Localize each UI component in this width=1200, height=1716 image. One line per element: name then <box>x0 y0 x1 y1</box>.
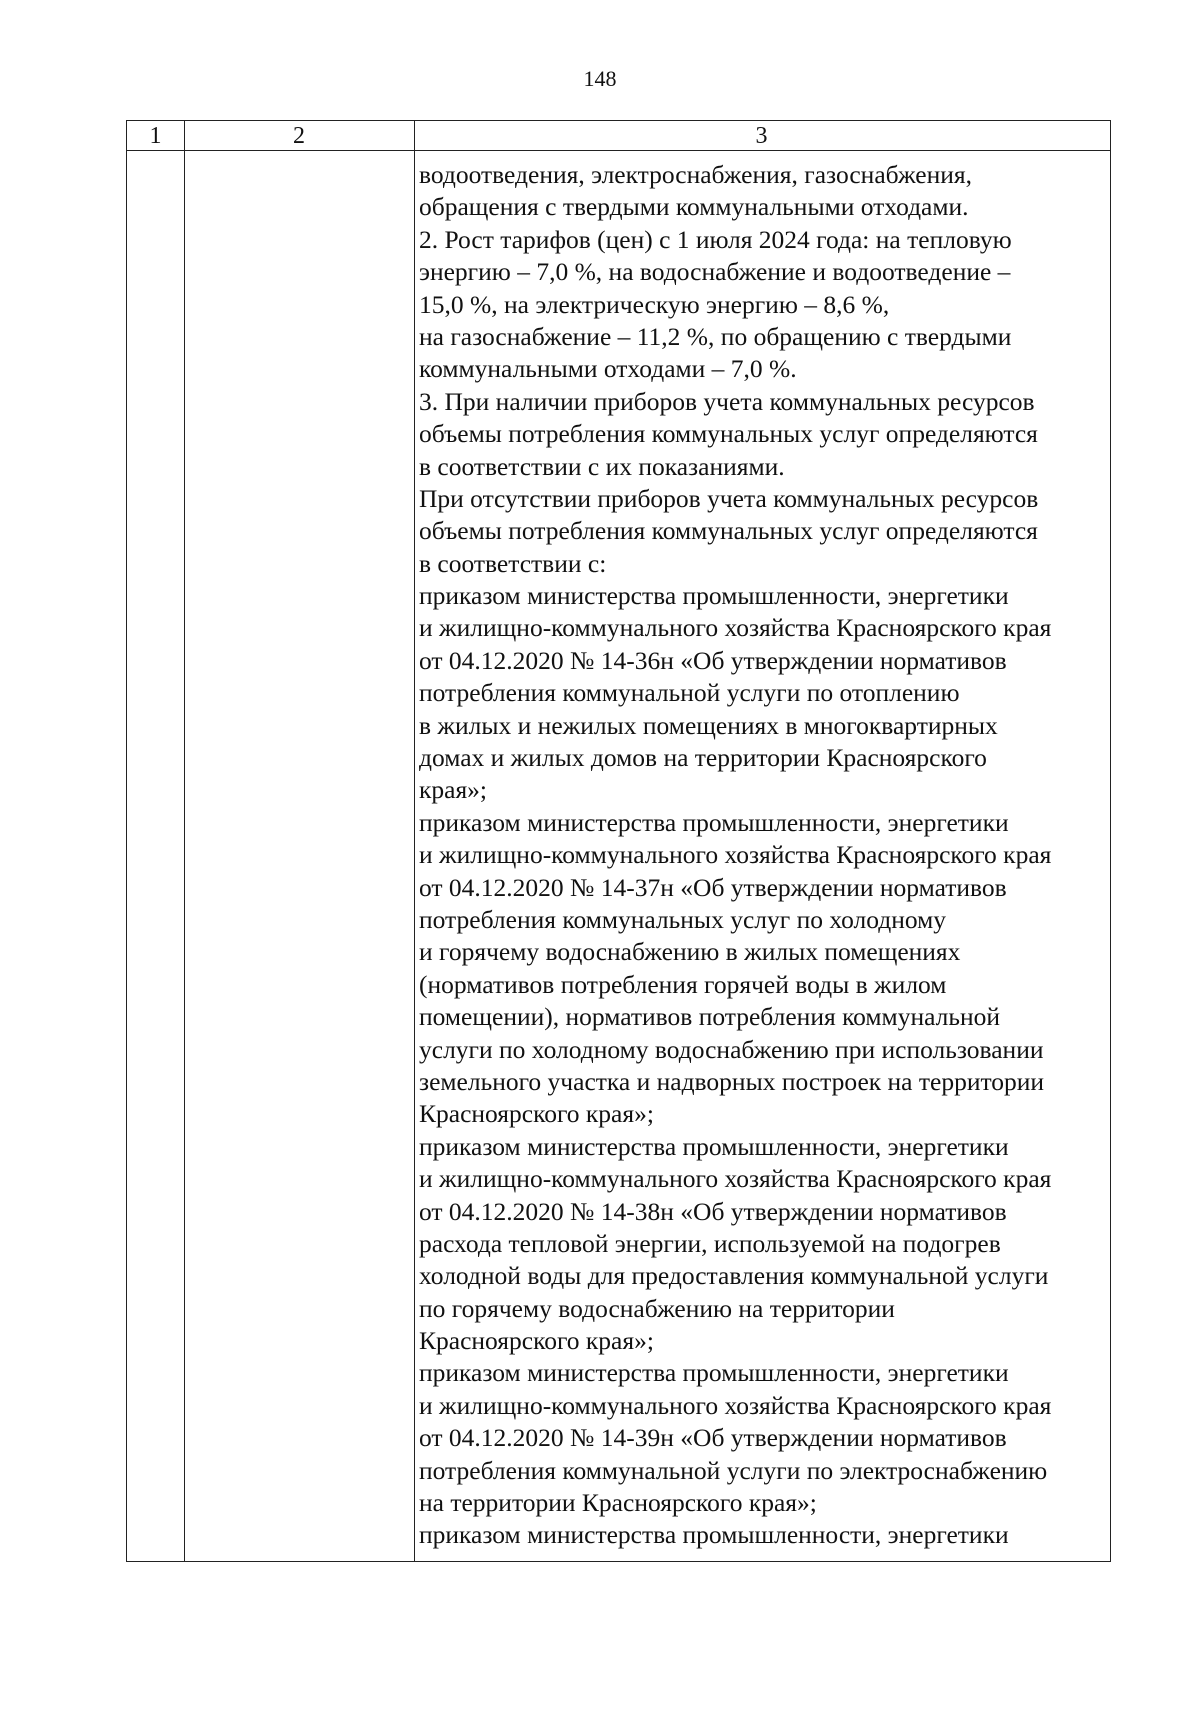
text-line: Красноярского края»; <box>419 1099 654 1129</box>
text-line: и горячему водоснабжению в жилых помещениях <box>419 937 961 967</box>
text-line: в соответствии с: <box>419 548 607 578</box>
column-divider-1 <box>184 121 185 1561</box>
text-line: на газоснабжение – 11,2 %, по обращению с твердыми <box>419 321 1012 351</box>
page-number: 148 <box>583 66 617 91</box>
text-line: (нормативов потребления горячей воды в жилом <box>419 969 947 999</box>
text-line: потребления коммунальных услуг по холодному <box>419 904 947 934</box>
text-line: холодной воды для предоставления коммунальной услуги <box>419 1261 1049 1291</box>
text-line: и жилищно-коммунального хозяйства Красноярского края <box>419 1164 1052 1194</box>
text-line: от 04.12.2020 № 14-39н «Об утверждении нормативов <box>419 1423 1007 1453</box>
text-line: объемы потребления коммунальных услуг определяются <box>419 516 1038 546</box>
text-line: приказом министерства промышленности, энергетики <box>419 807 1009 837</box>
text-line: приказом министерства промышленности, энергетики <box>419 1358 1009 1388</box>
column-header-2: 2 <box>293 123 305 149</box>
text-line: 2. Рост тарифов (цен) с 1 июля 2024 года: на тепловую <box>419 224 1012 254</box>
text-line: домах и жилых домов на территории Красноярского <box>419 743 987 773</box>
text-line: земельного участка и надворных построек на территории <box>419 1066 1045 1096</box>
text-line: и жилищно-коммунального хозяйства Красноярского края <box>419 840 1052 870</box>
text-line: коммунальными отходами – 7,0 %. <box>419 354 797 384</box>
column-3-text <box>419 159 1109 1552</box>
text-line: водоотведения, электроснабжения, газоснабжения, <box>419 160 972 189</box>
text-line: 15,0 %, на электрическую энергию – 8,6 %, <box>419 289 890 319</box>
text-line: по горячему водоснабжению на территории <box>419 1293 895 1323</box>
text-line: расхода тепловой энергии, используемой на подогрев <box>419 1228 1001 1258</box>
text-line: на территории Красноярского края»; <box>419 1488 817 1518</box>
text-line: помещении), нормативов потребления коммунальной <box>419 1002 1001 1032</box>
text-line: энергию – 7,0 %, на водоснабжение и водоотведение – <box>419 257 1011 287</box>
text-line: потребления коммунальной услуги по электроснабжению <box>419 1455 1048 1485</box>
text-line: 3. При наличии приборов учета коммунальных ресурсов <box>419 386 1035 416</box>
text-line: потребления коммунальной услуги по отоплению <box>419 678 960 708</box>
text-line: приказом министерства промышленности, энергетики <box>419 1131 1009 1161</box>
text-line: обращения с твердыми коммунальными отходами. <box>419 192 969 222</box>
text-line: объемы потребления коммунальных услуг определяются <box>419 419 1038 449</box>
text-line: от 04.12.2020 № 14-38н «Об утверждении нормативов <box>419 1196 1007 1226</box>
text-line: приказом министерства промышленности, энергетики <box>419 581 1009 611</box>
text-line: в соответствии с их показаниями. <box>419 451 785 481</box>
text-line: При отсутствии приборов учета коммунальных ресурсов <box>419 483 1039 513</box>
column-divider-2 <box>414 121 415 1561</box>
text-line: и жилищно-коммунального хозяйства Красноярского края <box>419 1390 1052 1420</box>
text-line: услуги по холодному водоснабжению при использовании <box>419 1034 1044 1064</box>
column-header-3: 3 <box>755 123 768 149</box>
text-line: от 04.12.2020 № 14-37н «Об утверждении нормативов <box>419 872 1007 902</box>
text-line: Красноярского края»; <box>419 1326 654 1356</box>
table-header-row <box>127 121 1110 151</box>
text-line: от 04.12.2020 № 14-36н «Об утверждении нормативов <box>419 645 1007 675</box>
column-header-1: 1 <box>149 123 162 149</box>
text-line: края»; <box>419 775 488 805</box>
text-line: и жилищно-коммунального хозяйства Красноярского края <box>419 613 1052 643</box>
document-table <box>126 120 1111 1562</box>
text-line: приказом министерства промышленности, энергетики <box>419 1520 1009 1550</box>
text-line: в жилых и нежилых помещениях в многоквартирных <box>419 710 998 740</box>
